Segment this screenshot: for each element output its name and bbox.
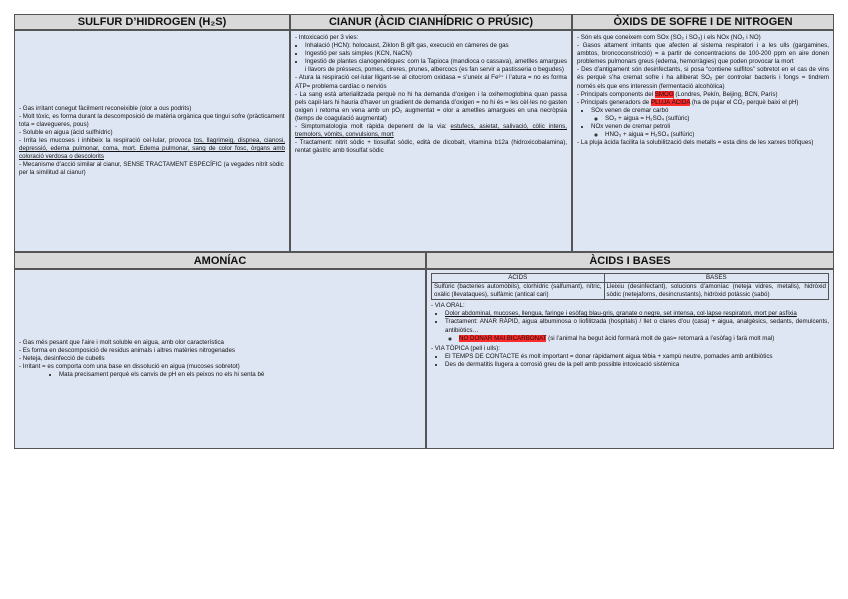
cianur-via-1: • Inhalació (HCN): holocaust, Ziklon B gift gas, execució en càmeres de gas — [305, 42, 567, 50]
header-amoniac: AMONÍAC — [14, 252, 426, 269]
amoniac-cell — [14, 269, 426, 449]
acids-bases-table — [431, 273, 829, 300]
cianur-simpto-prefix: - Simptomatologia molt ràpida depenent de la via: — [295, 123, 451, 131]
oxids-sons: - Són els que coneixem com SOx (SO₂ i SO₃) i els NOx (NO₂ i NO) — [577, 34, 761, 41]
oxids-generadors — [577, 99, 829, 107]
via-oral-tractament-text: Tractament: ANAR RÀPID, aigua albuminosa o liofilitzada (hospitals) / llet o clares d’ou (casa) + aigua, analgèsics, sedants, demulcents, antibiòtics… — [445, 318, 829, 334]
pluja-acida-highlight: PLUJA ÀCIDA — [650, 98, 691, 106]
via-oral-dolor: • Dolor abdominal, mucoses, llengua, faringe i esòfag blau-gris, granate o negre, set intensa, col·lapse respiratori, mort per asfíxia — [445, 310, 829, 318]
oxids-principals-prefix: - Principals components del — [577, 90, 655, 98]
bicarbonat-suffix: (si l’animal ha begut àcid formarà molt de gas= retornarà a l’esòfag i farà molt mal) — [546, 334, 775, 342]
via-topica-list — [431, 353, 829, 369]
oxids-antigament: - Des d’antigament són desinfectants, si posa “contiene sulfitos” sobretot en el cas de vins és perquè s’ha cremat sofre i ha alliberat SO₂ per controlar bacteris i fongs = tindrem només els que ens interessin (fermentació alcohòlica) — [577, 66, 829, 90]
oxids-generadors-suffix: (ha de pujar el CO₂ perquè baixi el pH) — [690, 98, 799, 106]
oxids-sox — [591, 107, 829, 123]
via-oral-bicarb — [459, 335, 829, 343]
header-oxids: ÒXIDS DE SOFRE I DE NITROGEN — [572, 14, 834, 30]
sulfur-irrita-prefix: - Irrita les mucoses i inhibeix la respiració cel·lular, provoca — [19, 136, 194, 144]
oxids-nox — [591, 123, 829, 139]
sulfur-item-4: - Mecanisme d’acció similar al cianur, SENSE TRACTAMENT ESPECÍFIC (a vegades nitrit sòdic per la similitud al cianur) — [19, 161, 284, 177]
via-topica-title: - VIA TÒPICA (pell i ulls): — [431, 344, 500, 352]
cianur-intox-title: - Intoxicació per 3 vies: — [295, 34, 359, 41]
oxids-sox-eq: ◦ SO₃ + aigua = H₂SO₄ (sulfúric) — [605, 115, 829, 123]
cianur-simptomatologia — [295, 123, 567, 139]
oxids-sox-label: SOx venen de cremar carbó — [591, 106, 669, 114]
amoniac-item-1: - Gas més pesant que l’aire i molt soluble en aigua, amb olor característica — [19, 338, 224, 346]
via-oral-title: - VIA ORAL: — [431, 302, 465, 310]
via-topica-dermatitis: • Des de dermatitis llugera a corrosió greu de la pell amb possible intoxicació sistèmica — [445, 361, 829, 369]
sulfur-irrita-symptoms: tos, llagrimeig, dispnea, cianosi, depressió, edema pulmonar, coma, mort. Edema pulmonar, sang de color fosc, òrgans amb coloració verdosa o descolorits — [19, 136, 286, 161]
sulfur-item-3: - Soluble en aigua (àcid sulfhídric) — [19, 128, 113, 136]
oxids-generadors-prefix: - Principals generadors de — [577, 98, 651, 106]
amoniac-item-3: - Neteja, desinfecció de cubells — [19, 354, 105, 362]
amoniac-sub-list — [19, 371, 421, 379]
oxids-principals — [577, 91, 829, 99]
cianur-atura: - Atura la respiració cel·lular lligant-se al citocrom oxidasa = s’uneix al Fe³⁺ i l’atura = no es forma ATP= problema cardíac o nerviós — [295, 74, 567, 90]
cianur-vies-list — [295, 42, 567, 74]
bases-examples: Lleixiu (desinfectant), solucions d’amoníac (neteja vidres, metalls), hidròxid sòdic (netejaforns, desincrustants), hidròxid potàssic (sabó) — [604, 283, 828, 300]
oxids-nox-eq: ◦ HNO₃ + aigua = H₂SO₄ (sulfúric) — [605, 131, 829, 139]
sulfur-item-1: - Gas irritant conegut fàcilment reconeixible (olor a ous podrits) — [19, 104, 192, 112]
col-acids: ÀCIDS — [432, 274, 605, 283]
amoniac-item-2: - Es forma en descomposició de residus animals i altres matèries nitrogenades — [19, 346, 235, 354]
oxids-gasos: - Gasos altament irritants que afecten al sistema respiratori i a les ulls (gargamines, ambtos, broncoconstricció) = a partir de concentracions de 100-200 ppm en aire donen problemes pulmonars greus (edema, hemorràgies) que poden provocar la mort — [577, 42, 829, 66]
sulfur-irrita — [19, 137, 285, 161]
header-sulfur: SULFUR D’HIDROGEN (H₂S) — [14, 14, 290, 30]
col-bases: BASES — [604, 274, 828, 283]
header-acids-bases: ÀCIDS I BASES — [426, 252, 834, 269]
via-topica-temps: • El TEMPS DE CONTACTE és molt important = donar ràpidament aigua tèbia + xampú neutre, pomades amb antibiòtics — [445, 353, 829, 361]
cianur-via-3: • Ingestió de plantes cianogenètiques: com la Tapioca (mandioca o cassava), ametlles amargues i llavors de préssecs, pomes, cireres, prunes, albercocs (es fan servir a pastisseria o begudes) — [305, 58, 567, 74]
oxids-pluja-facilita: - La pluja àcida facilita la solubilització dels metalls = esta dins de les xarxes tròfiques) — [577, 139, 814, 147]
sulfur-cell — [14, 30, 290, 252]
bicarbonat-highlight: NO DONAR MAI BICARBONAT — [459, 334, 547, 342]
via-oral-tractament — [445, 318, 829, 342]
amoniac-item-4: - Irritant = es comporta com una base en dissolució en aigua (mucoses sobretot) — [19, 363, 240, 371]
smog-highlight: SMOG — [654, 90, 674, 98]
oxids-nox-label: NOx venen de cremar petroli — [591, 123, 671, 131]
cianur-via-2: • Ingestió per sals simples (KCN, NaCN) — [305, 50, 567, 58]
cianur-simpto-list: estufecs, asietat, salivació, còlic intens, tremolors, vòmits, convulsions, mort — [295, 123, 567, 139]
header-cianur: CIANUR (ÀCID CIANHÍDRIC O PRÚSIC) — [290, 14, 572, 30]
amoniac-sub-item: • Mata precisament perquè els canvis de pH en els peixos no els hi senta bé — [59, 371, 421, 379]
oxids-cell — [572, 30, 834, 252]
cianur-tractament: - Tractament: nitrit sòdic + tiosulfat sòdic, edità de dicobalt, vitamina b12a (hidroxicobalamina), rentat gàstric amb tiosulfat sòdic — [295, 139, 567, 155]
acids-examples: Sulfúric (bacteries automòbils), clorhídric (salfumant), nítric, oxàlic (llevataques), sulfàmic (antical cari) — [432, 283, 605, 300]
cianur-cell — [290, 30, 572, 252]
sulfur-item-2: - Molt tòxic, es forma durant la descomposició de matèria orgànica que tingui sofre (pràcticament tota = clavegueres, pous) — [19, 112, 285, 128]
cianur-sang: - La sang està arterialitzada perquè no hi ha demanda d’oxigen i la oxihemoglobina quan passa pels capil·lars hi hauria d’haver un gradient de demanda d’oxigen = no hi és = les cèl·les no gasten oxigen i retorna en vena amb un pO₂ augmentat = olor a ametlles amargues en una necròpsia (temps de coagulació augmentat) — [295, 90, 567, 122]
oxids-principals-suffix: (Londres, Pekín, Beijing, BCN, París) — [673, 90, 778, 98]
acids-bases-cell — [426, 269, 834, 449]
oxids-sources-list — [577, 107, 829, 139]
via-oral-list — [431, 310, 829, 342]
